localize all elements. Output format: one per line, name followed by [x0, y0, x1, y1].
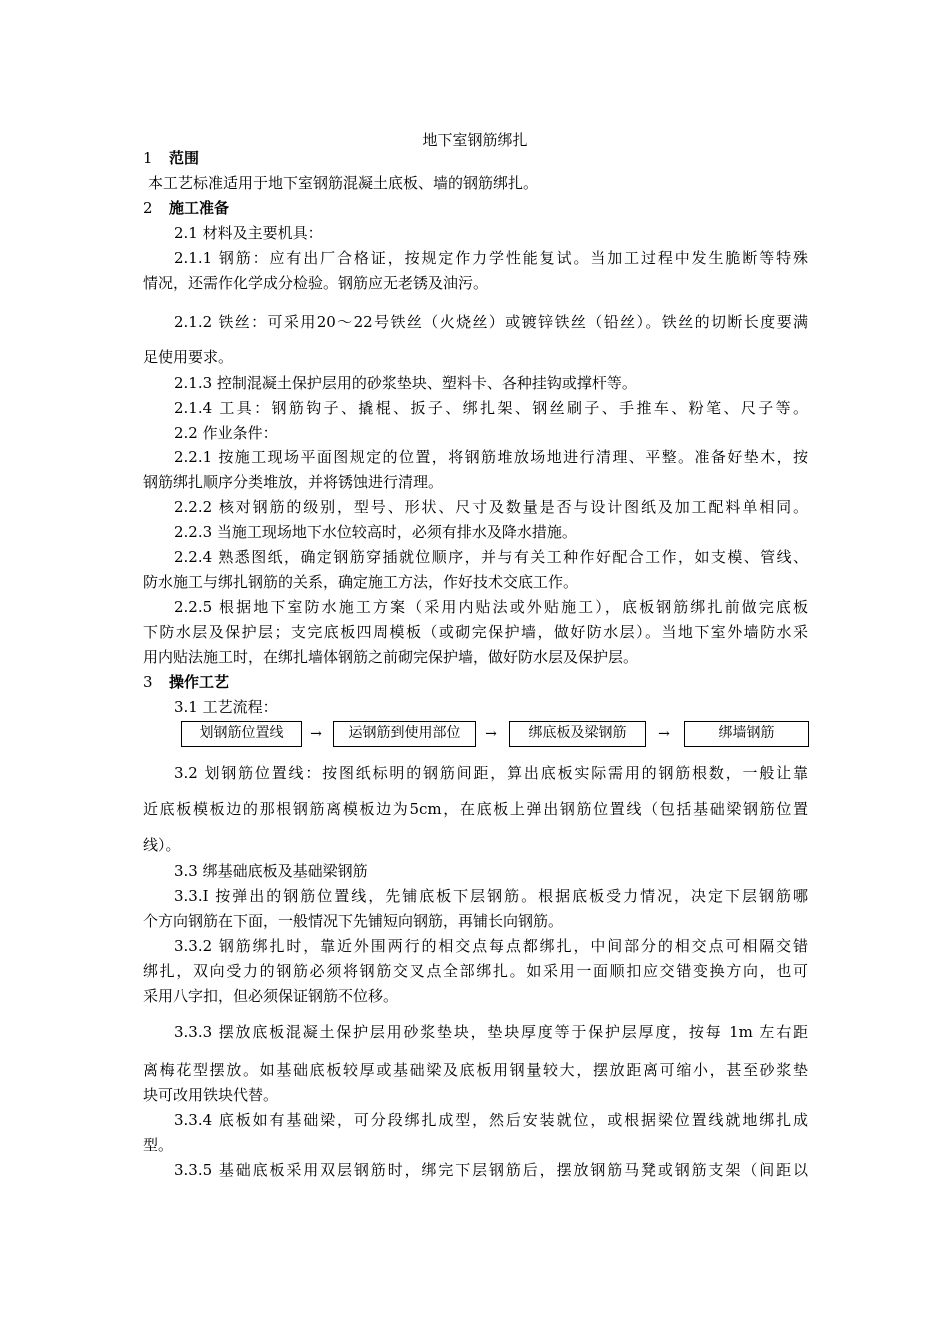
paragraph-line: 3.2 划钢筋位置线：按图纸标明的钢筋间距，算出底板实际需用的钢筋根数，一般让靠 [174, 764, 808, 782]
paragraph-line: 个方向钢筋在下面，一般情况下先铺短向钢筋，再铺长向钢筋。 [143, 912, 564, 930]
paragraph-line: 2.2.5 根据地下室防水施工方案（采用内贴法或外贴施工），底板钢筋绑扎前做完底板 [174, 598, 808, 616]
paragraph-line: 3.3.4 底板如有基础梁，可分段绑扎成型，然后安装就位，或根据梁位置线就地绑扎成 [174, 1111, 808, 1129]
flow-arrow-icon: → [658, 726, 670, 742]
paragraph-line: 2.2.3 当施工现场地下水位较高时，必须有排水及降水措施。 [174, 523, 577, 541]
section-2-heading: 2 施工准备 [143, 199, 230, 217]
paragraph: 本工艺标准适用于地下室钢筋混凝土底板、墙的钢筋绑扎。 [148, 174, 539, 192]
flow-step-4: 绑墙钢筋 [684, 721, 809, 747]
paragraph-line: 3.3.3 摆放底板混凝土保护层用砂浆垫块，垫块厚度等于保护层厚度，按每 1m 左右距 [174, 1023, 808, 1041]
paragraph-line: 绑扎，双向受力的钢筋必须将钢筋交叉点全部绑扎。如采用一面顺扣应交错变换方向，也可 [143, 962, 808, 980]
paragraph-line: 足使用要求。 [143, 348, 234, 366]
flow-arrow-icon: → [310, 726, 322, 742]
subsection-heading: 2.1 材料及主要机具： [174, 224, 323, 242]
paragraph-line: 近底板模板边的那根钢筋离模板边为5cm，在底板上弹出钢筋位置线（包括基础梁钢筋位置 [143, 800, 808, 818]
paragraph-line: 线）。 [143, 836, 181, 854]
paragraph-line: 2.2.2 核对钢筋的级别，型号、形状、尺寸及数量是否与设计图纸及加工配料单相同。 [174, 498, 808, 516]
paragraph-line: 情况，还需作化学成分检验。钢筋应无老锈及油污。 [143, 274, 489, 292]
subsection-heading: 3.3 绑基础底板及基础梁钢筋 [174, 862, 368, 880]
paragraph-line: 2.1.1 钢筋：应有出厂合格证，按规定作力学性能复试。当加工过程中发生脆断等特殊 [174, 249, 808, 267]
paragraph-line: 3.3.2 钢筋绑扎时，靠近外围两行的相交点每点都绑扎，中间部分的相交点可相隔交错 [174, 937, 808, 955]
paragraph-line: 防水施工与绑扎钢筋的关系，确定施工方法，作好技术交底工作。 [143, 573, 579, 591]
paragraph-line: 2.1.3 控制混凝土保护层用的砂浆垫块、塑料卡、各种挂钩或撑杆等。 [174, 374, 637, 392]
paragraph-line: 2.2.1 按施工现场平面图规定的位置，将钢筋堆放场地进行清理、平整。准备好垫木，按 [174, 448, 808, 466]
page-title: 地下室钢筋绑扎 [422, 131, 528, 149]
paragraph-line: 2.1.2 铁丝：可采用20～22号铁丝（火烧丝）或镀锌铁丝（铅丝）。铁丝的切断长度要满 [174, 313, 808, 331]
subsection-heading: 2.2 作业条件： [174, 424, 278, 442]
paragraph-line: 块可改用铁块代替。 [143, 1086, 279, 1104]
flow-step-2: 运钢筋到使用部位 [333, 721, 476, 747]
subsection-heading: 3.1 工艺流程： [174, 698, 278, 716]
paragraph-line: 2.2.4 熟悉图纸，确定钢筋穿插就位顺序，并与有关工种作好配合工作，如支模、管线、 [174, 548, 808, 566]
flow-step-3: 绑底板及梁钢筋 [509, 721, 646, 747]
paragraph-line: 型。 [143, 1136, 174, 1154]
paragraph-line: 下防水层及保护层；支完底板四周模板（或砌完保护墙，做好防水层）。当地下室外墙防水采 [143, 623, 808, 641]
paragraph-line: 3.3.I 按弹出的钢筋位置线，先铺底板下层钢筋。根据底板受力情况，决定下层钢筋哪 [174, 887, 808, 905]
section-1-heading: 1 范围 [143, 149, 200, 167]
paragraph-line: 离梅花型摆放。如基础底板较厚或基础梁及底板用钢量较大，摆放距离可缩小，甚至砂浆垫 [143, 1061, 808, 1079]
paragraph-line: 采用八字扣，但必须保证钢筋不位移。 [143, 987, 399, 1005]
paragraph-line: 2.1.4 工具：钢筋钩子、撬棍、扳子、绑扎架、钢丝刷子、手推车、粉笔、尺子等。 [174, 399, 808, 417]
paragraph-line: 3.3.5 基础底板采用双层钢筋时，绑完下层钢筋后，摆放钢筋马凳或钢筋支架（间距以 [174, 1161, 808, 1179]
flow-step-1: 划钢筋位置线 [181, 721, 302, 747]
flow-arrow-icon: → [485, 726, 497, 742]
paragraph-line: 用内贴法施工时，在绑扎墙体钢筋之前砌完保护墙，做好防水层及保护层。 [143, 648, 639, 666]
section-3-heading: 3 操作工艺 [143, 673, 230, 691]
paragraph-line: 钢筋绑扎顺序分类堆放，并将锈蚀进行清理。 [143, 473, 444, 491]
